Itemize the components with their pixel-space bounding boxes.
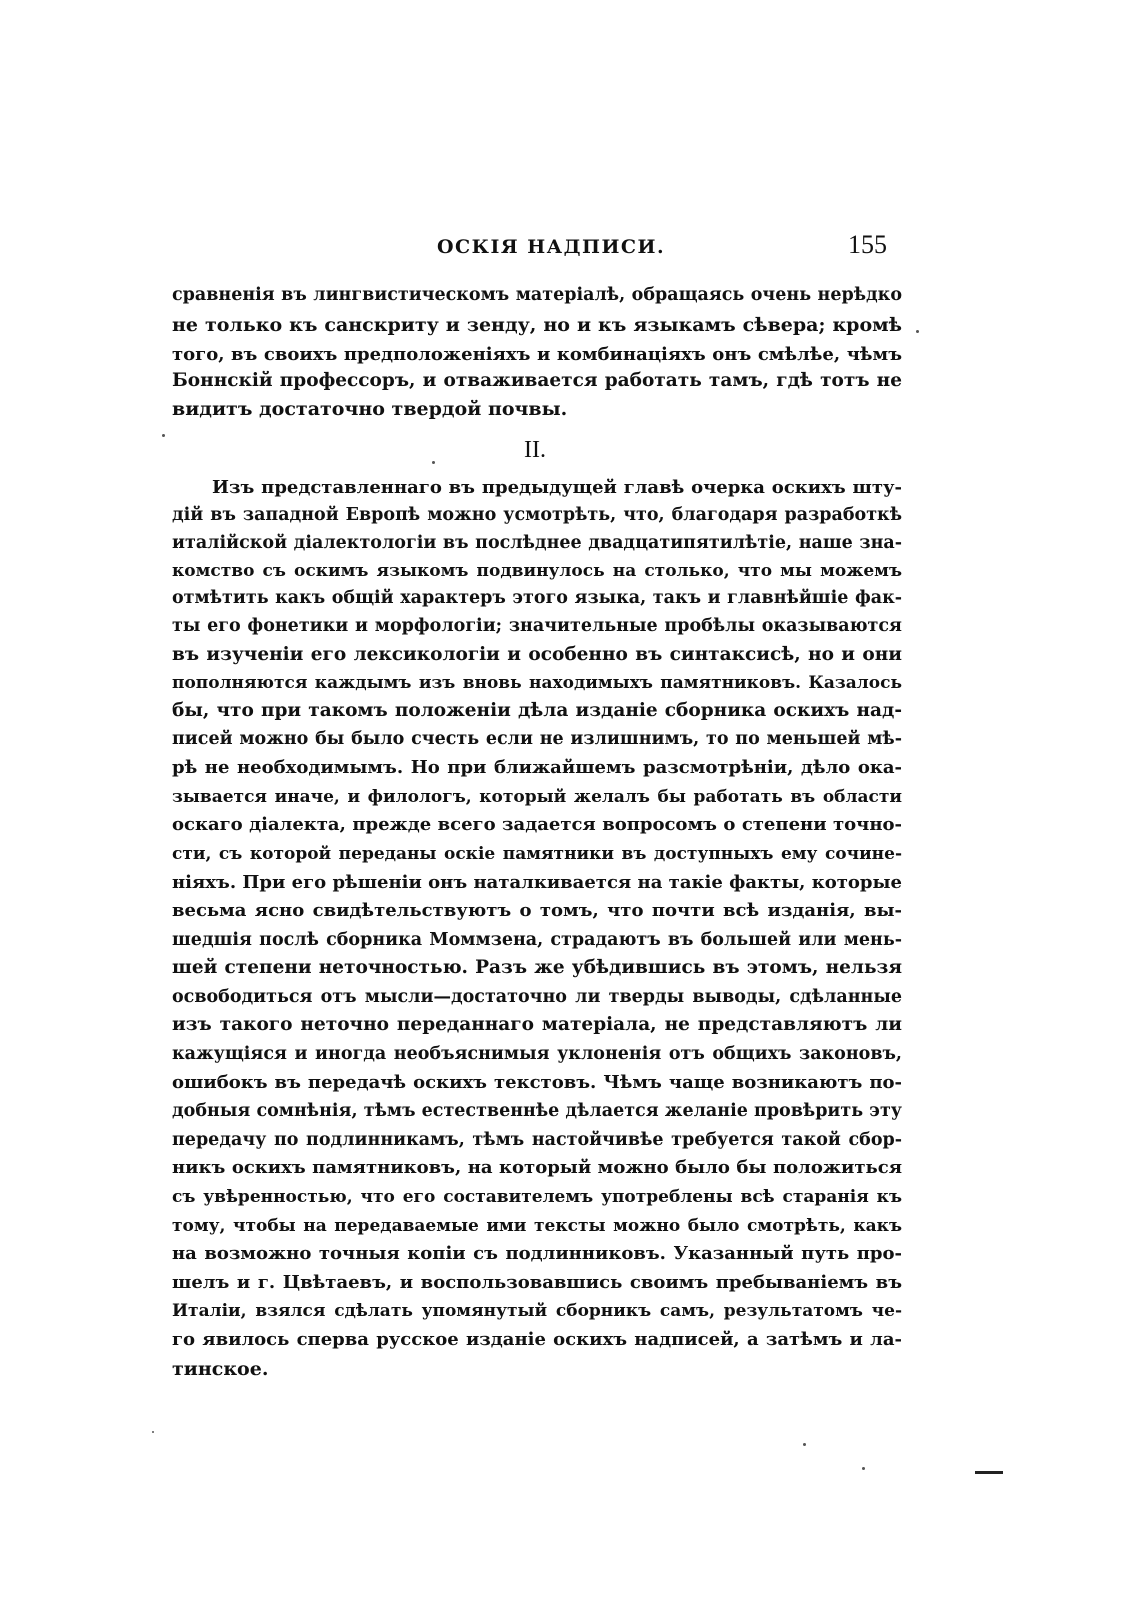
text-line: Италіи, взялся сдѣлать упомянутый сборникъ самъ, результатомъ че- <box>172 1301 902 1321</box>
text-line: ты его фонетики и морфологіи; значительные пробѣлы оказываются <box>172 616 902 636</box>
text-line: на возможно точныя копіи съ подлинниковъ. Указанный путь про- <box>172 1243 902 1264</box>
text-line: бы, что при такомъ положеніи дѣла изданіе сборника оскихъ над- <box>172 700 902 721</box>
text-line: Изъ представленнаго въ предыдущей главѣ очерка оскихъ шту- <box>212 477 902 498</box>
text-line: зывается иначе, и филологъ, который желалъ бы работать въ области <box>172 787 902 807</box>
text-line: тинское. <box>172 1358 269 1380</box>
text-line: го явилось сперва русское изданіе оскихъ надписей, а затѣмъ и ла- <box>172 1329 902 1350</box>
text-line: шей степени неточностью. Разъ же убѣдившись въ этомъ, нельзя <box>172 957 902 978</box>
text-line: сравненія въ лингвистическомъ матеріалѣ, обращаясь очень нерѣдко <box>172 285 902 305</box>
text-line: отмѣтить какъ общій характеръ этого языка, такъ и главнѣйшіе фак- <box>172 588 902 608</box>
text-line: писей можно бы было счесть если не излишнимъ, то по меньшей мѣ- <box>172 729 902 749</box>
scan-speck <box>803 1443 806 1446</box>
text-line: италійской діалектологіи въ послѣднее двадцатипятилѣтіе, наше зна- <box>172 533 902 553</box>
text-line: въ изученіи его лексикологіи и особенно въ синтаксисѣ, но и они <box>172 644 902 665</box>
text-line: того, въ своихъ предположеніяхъ и комбинаціяхъ онъ смѣлѣе, чѣмъ <box>172 344 902 365</box>
text-line: Боннскій профессоръ, и отваживается работать тамъ, гдѣ тотъ не <box>172 370 902 391</box>
text-line: видитъ достаточно твердой почвы. <box>172 398 568 420</box>
scan-speck <box>862 1467 865 1470</box>
text-line: дій въ западной Европѣ можно усмотрѣть, что, благодаря разработкѣ <box>172 505 902 525</box>
running-head <box>167 230 907 264</box>
text-line: изъ такого неточно переданнаго матеріала, не представляютъ ли <box>172 1014 902 1035</box>
text-line: тому, чтобы на передаваемые ими тексты можно было смотрѣть, какъ <box>172 1216 902 1236</box>
text-line: не только къ санскриту и зенду, но и къ языкамъ сѣвера; кромѣ <box>172 314 902 336</box>
text-line: съ увѣренностью, что его составителемъ употреблены всѣ старанія къ <box>172 1187 902 1207</box>
scan-speck <box>152 1431 154 1433</box>
text-line: кажущіяся и иногда необъяснимыя уклоненія отъ общихъ законовъ, <box>172 1044 902 1064</box>
page-number: 155 <box>848 230 887 259</box>
text-line: шедшія послѣ сборника Моммзена, страдаютъ въ большей или мень- <box>172 930 902 950</box>
text-line: ніяхъ. При его рѣшеніи онъ наталкивается на такіе факты, которые <box>172 872 902 893</box>
text-line: весьма ясно свидѣтельствуютъ о томъ, что почти всѣ изданія, вы- <box>172 900 902 921</box>
scan-mark <box>975 1471 1003 1474</box>
scan-speck <box>916 330 919 333</box>
text-line: рѣ не необходимымъ. Но при ближайшемъ разсмотрѣніи, дѣло ока- <box>172 757 902 778</box>
text-line: оскаго діалекта, прежде всего задается вопросомъ о степени точно- <box>172 814 902 835</box>
text-line: передачу по подлинникамъ, тѣмъ настойчивѣе требуется такой сбор- <box>172 1130 902 1150</box>
scan-speck <box>162 434 165 437</box>
text-line: сти, съ которой переданы оскіе памятники въ доступныхъ ему сочине- <box>172 844 902 864</box>
running-title: ОСКІЯ НАДПИСИ. <box>437 236 666 258</box>
text-line: освободиться отъ мысли—достаточно ли тверды выводы, сдѣланные <box>172 987 902 1007</box>
section-number: II. <box>524 437 546 463</box>
scan-speck <box>432 461 435 464</box>
text-line: шелъ и г. Цвѣтаевъ, и воспользовавшись своимъ пребываніемъ въ <box>172 1272 902 1293</box>
text-line: ошибокъ въ передачѣ оскихъ текстовъ. Чѣмъ чаще возникаютъ по- <box>172 1072 902 1093</box>
text-line: никъ оскихъ памятниковъ, на который можно было бы положиться <box>172 1157 902 1178</box>
text-line: комство съ оскимъ языкомъ подвинулось на столько, что мы можемъ <box>172 561 902 581</box>
text-line: добныя сомнѣнія, тѣмъ естественнѣе дѣлается желаніе провѣрить эту <box>172 1101 902 1121</box>
text-line: пополняются каждымъ изъ вновь находимыхъ памятниковъ. Казалось <box>172 673 902 693</box>
